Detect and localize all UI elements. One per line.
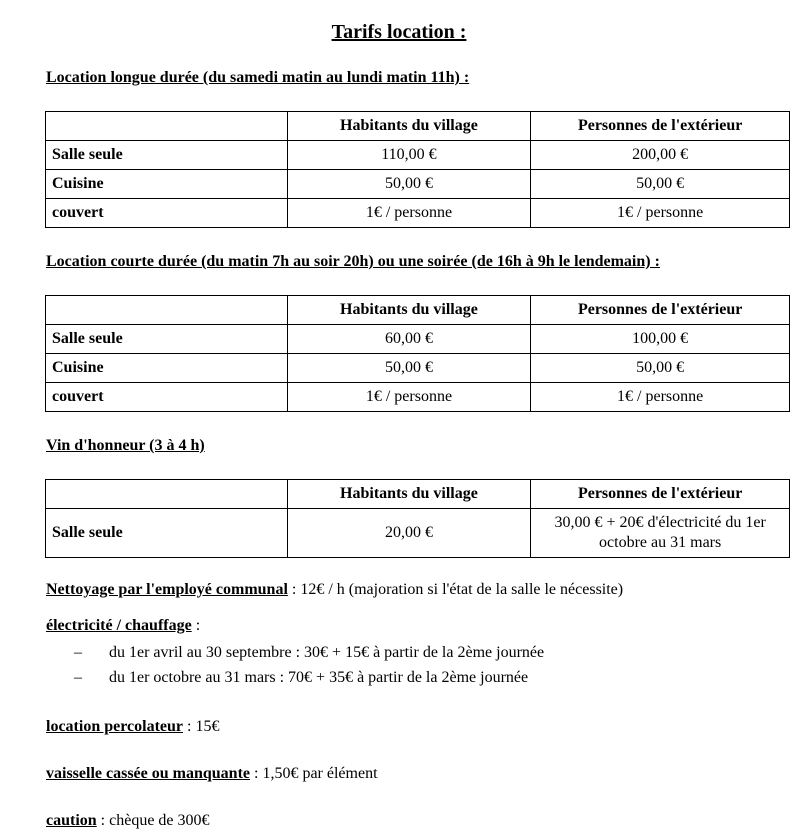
header-row [46,480,790,509]
row-label-cell: couvert [46,199,288,228]
row-label-cell: Salle seule [46,141,288,170]
note-electricite-label: électricité / chauffage [46,617,192,634]
value-cell: 30,00 € + 20€ d'électricité du 1er octobre au 31 mars [531,509,790,558]
row-label-cell: Salle seule [46,325,288,354]
note-electricite-colon: : [191,617,201,634]
note-percolateur-label: location percolateur [46,718,184,735]
table-short-duration [45,295,790,412]
column-header-habitants: Habitants du village [287,480,531,509]
note-caution [46,810,792,831]
note-electricite [46,615,792,636]
value-cell: 50,00 € [287,170,531,199]
value-cell: 110,00 € [287,141,531,170]
list-item-text: du 1er octobre au 31 mars : 70€ + 35€ à partir de la 2ème journée [109,669,529,686]
list-item [46,640,792,665]
document-page [0,21,798,831]
value-cell: 50,00 € [531,170,790,199]
section-heading-short-duration: Location courte durée (du matin 7h au soir 20h) ou une soirée (de 16h à 9h le lendemain) : [46,253,660,270]
row-label-cell: Salle seule [46,509,288,558]
value-cell: 100,00 € [531,325,790,354]
note-nettoyage-text: : 12€ / h (majoration si l'état de la salle le nécessite) [287,581,624,598]
row-label-cell: couvert [46,383,288,412]
table-long-duration [45,111,790,228]
row-label-cell: Cuisine [46,170,288,199]
electricite-list [46,640,792,690]
table-row [46,141,790,170]
note-vaisselle [46,763,792,784]
corner-cell [46,296,288,325]
value-cell: 60,00 € [287,325,531,354]
value-cell: 200,00 € [531,141,790,170]
corner-cell [46,112,288,141]
column-header-habitants: Habitants du village [287,296,531,325]
note-nettoyage [46,579,792,600]
page-title [46,21,752,44]
table-row [46,199,790,228]
note-percolateur-text: : 15€ [183,718,220,735]
value-cell: 1€ / personne [531,383,790,412]
value-cell: 1€ / personne [287,383,531,412]
note-caution-label: caution [46,812,97,829]
header-row [46,296,790,325]
column-header-exterieur: Personnes de l'extérieur [531,112,790,141]
note-caution-text: : chèque de 300€ [96,812,210,829]
column-header-exterieur: Personnes de l'extérieur [531,296,790,325]
row-label-cell: Cuisine [46,354,288,383]
value-cell: 50,00 € [287,354,531,383]
note-nettoyage-label: Nettoyage par l'employé communal [46,581,288,598]
value-cell: 1€ / personne [287,199,531,228]
corner-cell [46,480,288,509]
value-cell: 1€ / personne [531,199,790,228]
dash-marker: – [74,669,82,686]
table-row [46,354,790,383]
table-row [46,509,790,558]
table-row [46,170,790,199]
table-row [46,383,790,412]
column-header-habitants: Habitants du village [287,112,531,141]
table-vin-honneur [45,479,790,558]
note-vaisselle-text: : 1,50€ par élément [250,765,378,782]
value-cell: 20,00 € [287,509,531,558]
list-item-text: du 1er avril au 30 septembre : 30€ + 15€ à partir de la 2ème journée [109,644,545,661]
value-cell: 50,00 € [531,354,790,383]
list-item [46,665,792,690]
page-title-text: Tarifs location : [331,21,467,43]
header-row [46,112,790,141]
note-vaisselle-label: vaisselle cassée ou manquante [46,765,250,782]
table-row [46,325,790,354]
column-header-exterieur: Personnes de l'extérieur [531,480,790,509]
note-percolateur [46,716,792,737]
section-heading-vin-honneur: Vin d'honneur (3 à 4 h) [46,437,205,454]
dash-marker: – [74,644,82,661]
section-heading-long-duration: Location longue durée (du samedi matin au lundi matin 11h) : [46,69,470,86]
